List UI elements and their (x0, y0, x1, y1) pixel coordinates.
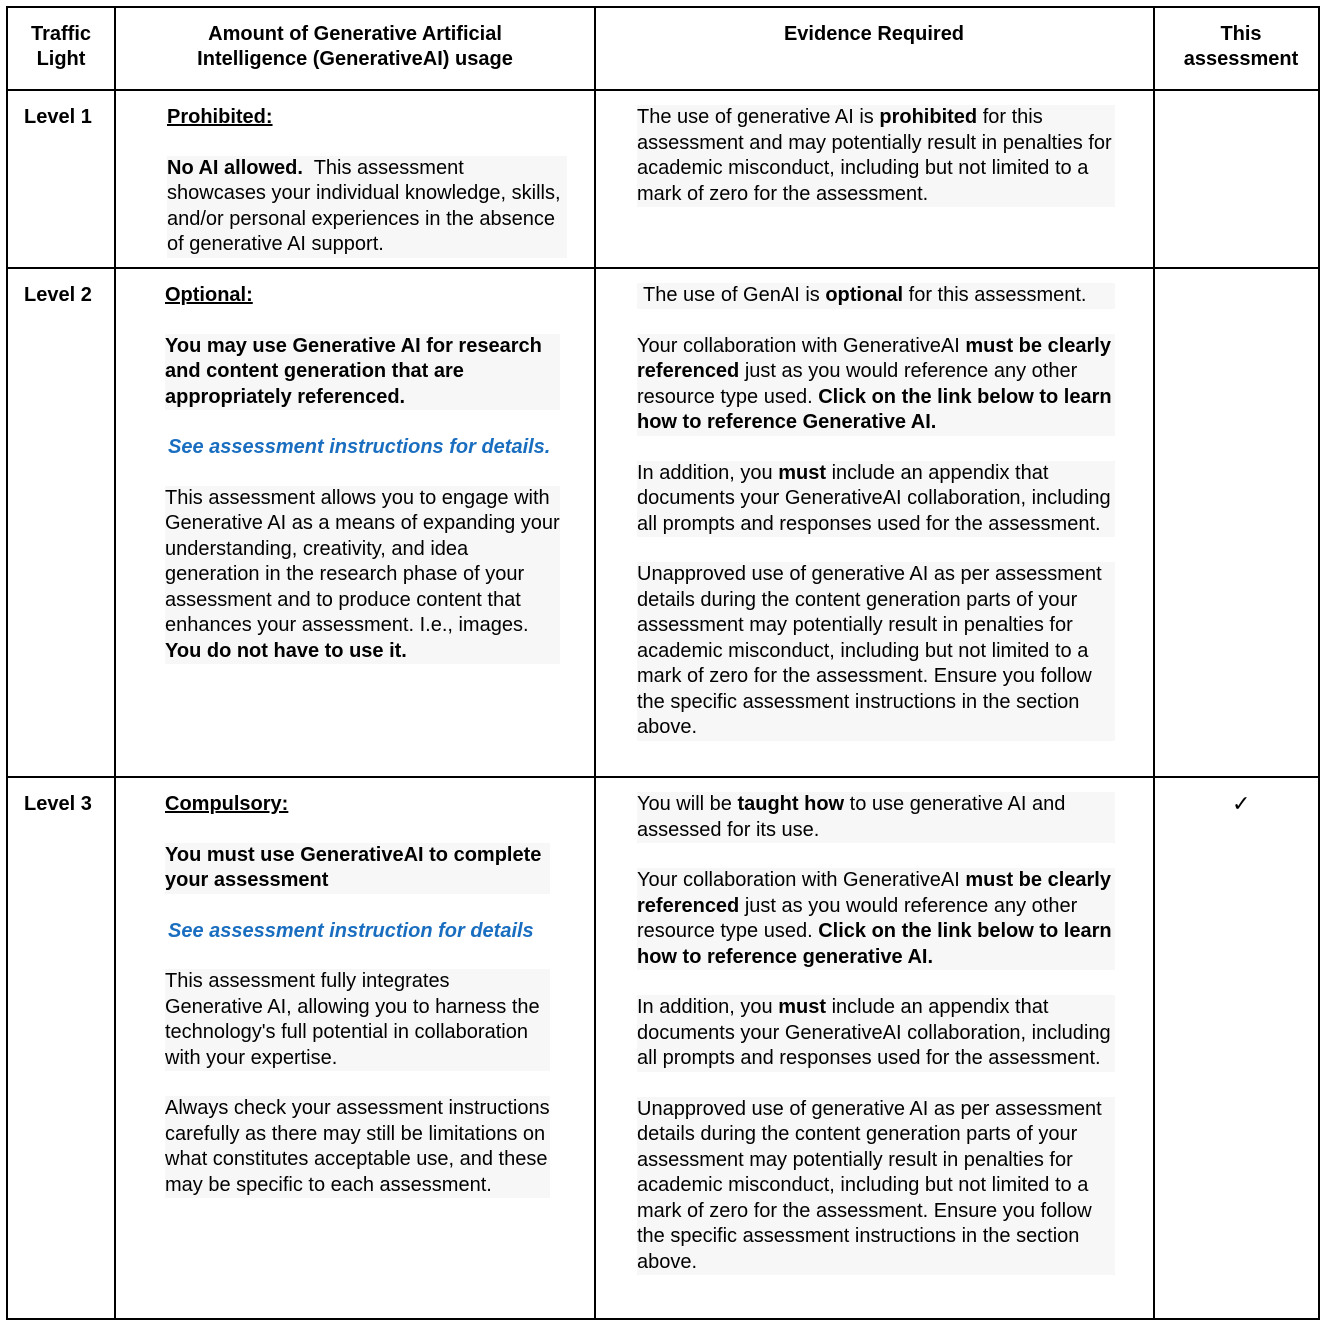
table-border-bottom (6, 1318, 1320, 1320)
level-2-evidence-p3-end: include an appendix that documents your GenerativeAI collaboration, including all prompts and responses used for the assessment. (637, 461, 1111, 535)
level-2-evidence-p1: The use of GenAI is (643, 284, 826, 306)
header-this-assessment: This assessment (1183, 23, 1299, 70)
level-2-label: Level 2 (24, 284, 92, 306)
col-divider-2 (594, 6, 596, 1320)
level-2-evidence-p2: Your collaboration with GenerativeAI (637, 334, 966, 357)
level-1-evidence-text: The use of generative AI is (637, 106, 880, 128)
level-1-evidence-bold: prohibited (879, 106, 978, 128)
level-3-evidence-p1-end: to use generative AI and assessed for its use. (637, 793, 1066, 841)
level-3-evidence-p1: You will be (637, 793, 738, 815)
level-3-usage (165, 792, 550, 1223)
level-2-heading: Optional: (165, 284, 253, 306)
level-2-reference-link-text: Click on the link below to learn how to reference Generative AI. (637, 385, 1112, 433)
col-border-left (6, 6, 8, 1320)
table-border-top (6, 6, 1320, 8)
level-2-evidence-p4: Unapproved use of generative AI as per assessment details during the content generation parts of your assessment may potentially result in penalties for academic misconduct, including but not limited to a mark of zero for the assessment. Ensure you follow the specific assessment instructions in the section above. (637, 562, 1115, 741)
header-traffic-light: Traffic Light (30, 23, 92, 70)
level-2-usage-text-bold: You do not have to use it. (165, 639, 407, 662)
level-2-usage-text: This assessment allows you to engage with Generative AI as a means of expanding your understanding, creativity, and idea generation in the research phase of your assessment and to produce content that enhances your assessment. I.e., images. (165, 486, 560, 636)
level-2-evidence (637, 283, 1115, 766)
level-2-evidence-p3: In addition, you (637, 461, 779, 484)
level-3-usage-text: This assessment fully integrates Generative AI, allowing you to harness the technology's full potential in collaboration with your expertise. (165, 969, 550, 1071)
row-divider-header (6, 89, 1320, 91)
level-3-evidence-p3-end: include an appendix that documents your GenerativeAI collaboration, including all prompts and responses used for the assessment. (637, 996, 1111, 1069)
level-2-evidence-p2-bold: must be clearly referenced (637, 334, 1111, 382)
level-3-evidence-p2-mid: just as you would reference any other resource type used. (637, 894, 1078, 942)
level-3-evidence (637, 792, 1115, 1300)
level-1-usage-bold: No AI allowed. (167, 156, 303, 179)
level-1-label: Level 1 (24, 106, 92, 128)
level-3-evidence-p3-bold: must (778, 996, 827, 1018)
level-2-usage-bold: You may use Generative AI for research and content generation that are appropriately referenced. (165, 334, 560, 411)
level-1-evidence (637, 105, 1115, 232)
level-3-label: Level 3 (24, 793, 92, 815)
level-1-usage (167, 105, 567, 283)
level-3-heading: Compulsory: (165, 793, 289, 815)
level-3-usage-bold: You must use GenerativeAI to complete your assessment (165, 843, 550, 894)
level-3-evidence-p3: In addition, you (637, 996, 779, 1018)
level-3-instructions-link[interactable]: See assessment instruction for details (168, 919, 534, 942)
level-3-evidence-p1-bold: taught how (737, 793, 845, 815)
level-3-evidence-p2: Your collaboration with GenerativeAI (637, 869, 966, 891)
header-evidence-required: Evidence Required (783, 23, 965, 45)
level-2-usage (165, 283, 560, 689)
level-3-evidence-p2-bold: must be clearly referenced (637, 869, 1111, 917)
header-genai-usage: Amount of Generative Artificial Intelligence (GenerativeAI) usage (197, 23, 513, 70)
level-3-usage-text-2: Always check your assessment instructions carefully as there may still be limitations on what constitutes acceptable use, and these may be specific to each assessment. (165, 1096, 550, 1198)
level-2-evidence-p3-bold: must (778, 461, 827, 484)
level-1-heading: Prohibited: (167, 106, 273, 128)
level-2-evidence-p1-bold: optional (825, 284, 904, 306)
level-3-evidence-p4: Unapproved use of generative AI as per assessment details during the content generation parts of your assessment may potentially result in penalties for academic misconduct, including but not limited to a mark of zero for the assessment. Ensure you follow the specific assessment instructions in the section above. (637, 1097, 1115, 1276)
col-divider-1 (114, 6, 116, 1320)
col-divider-3 (1153, 6, 1155, 1320)
col-border-right (1318, 6, 1320, 1320)
level-1-evidence-text-end: for this assessment and may potentially result in penalties for academic misconduct, including but not limited to a mark of zero for the assessment. (637, 106, 1112, 205)
level-2-evidence-p2-mid: just as you would reference any other resource type used. (637, 360, 1078, 408)
row-divider-2 (6, 776, 1320, 778)
level-2-instructions-link[interactable]: See assessment instructions for details. (168, 436, 551, 458)
level-1-usage-text: This assessment showcases your individual knowledge, skills, and/or personal experiences in the absence of generative AI support. (167, 156, 561, 255)
level-3-reference-link-text: Click on the link below to learn how to reference generative AI. (637, 920, 1112, 968)
level-2-evidence-p1-end: for this assessment. (903, 284, 1087, 306)
level-3-checkmark-icon: ✓ (1232, 792, 1251, 817)
